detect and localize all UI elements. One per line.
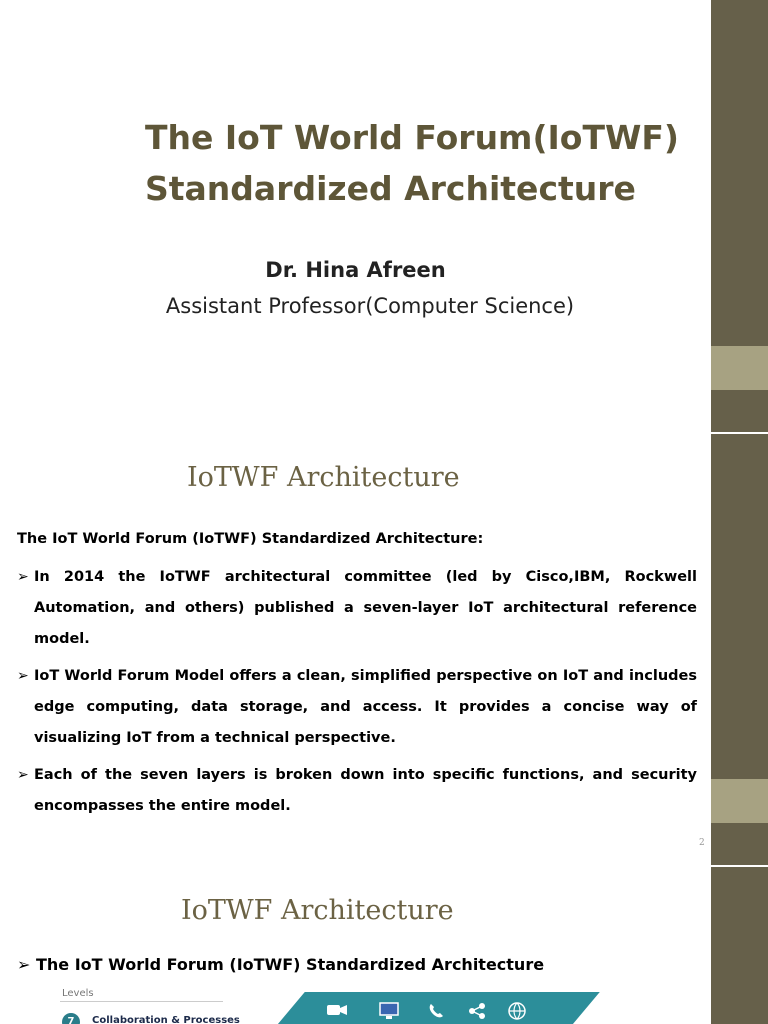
slide2-bullet-3	[17, 760, 697, 822]
architecture-figure	[58, 984, 618, 1024]
slide2-bullet-1-text: In 2014 the IoTWF architectural committee (led by Cisco,IBM, Rockwell Automation, and others) published a seven-layer IoT architectural reference model.	[34, 569, 697, 647]
globe-icon	[506, 1002, 528, 1020]
slide3-bullet-text: The IoT World Forum (IoTWF) Standardized Architecture	[35, 955, 545, 974]
sidebar-strip-slide2-bottom	[711, 823, 768, 865]
slide2-page-number: 2	[699, 838, 705, 848]
slide1-author: Dr. Hina Afreen	[265, 258, 446, 282]
slide3-heading: IoTWF Architecture	[181, 895, 454, 926]
sidebar-strip-slide3	[711, 867, 768, 1024]
slide2-bullet-3-text: Each of the seven layers is broken down into specific functions, and security encompasses the entire model.	[34, 767, 697, 814]
slide1-role: Assistant Professor(Computer Science)	[165, 294, 575, 318]
phone-icon	[426, 1002, 448, 1020]
slide3-bullet	[17, 955, 544, 974]
slide1-title	[145, 112, 705, 214]
figure-divider	[60, 1001, 223, 1002]
slide2-bullet-2	[17, 661, 697, 754]
layer-label: Collaboration & Processes	[92, 1015, 240, 1024]
slide1-title-line1: The IoT World Forum(IoTWF)	[145, 118, 680, 157]
slide2-heading: IoTWF Architecture	[187, 462, 460, 493]
layer-number-badge	[62, 1013, 80, 1024]
sidebar-strip-slide2-top	[711, 434, 768, 779]
slide2-bullet-2-text: IoT World Forum Model offers a clean, simplified perspective on IoT and includes edge computing, data storage, and access. It provides a concise way of visualizing IoT from a technical perspective.	[34, 668, 697, 746]
sidebar-accent-slide1	[711, 346, 768, 390]
bullet-arrow-icon: ➢	[17, 955, 31, 974]
slide1-title-line2: Standardized Architecture	[145, 169, 636, 208]
slide2-lead: The IoT World Forum (IoTWF) Standardized Architecture:	[17, 531, 484, 547]
bullet-arrow-icon: ➢	[17, 668, 29, 684]
computer-icon	[378, 1002, 400, 1020]
video-camera-icon	[326, 1002, 348, 1020]
sidebar-accent-slide2	[711, 779, 768, 823]
share-icon	[466, 1002, 488, 1020]
sidebar-strip-slide1-bottom	[711, 390, 768, 432]
bullet-arrow-icon: ➢	[17, 569, 29, 585]
layer-number: 7	[67, 1016, 75, 1024]
figure-levels-label: Levels	[62, 988, 94, 999]
slide2-bullet-list	[17, 562, 697, 828]
slide2-bullet-1	[17, 562, 697, 655]
bullet-arrow-icon: ➢	[17, 767, 29, 783]
